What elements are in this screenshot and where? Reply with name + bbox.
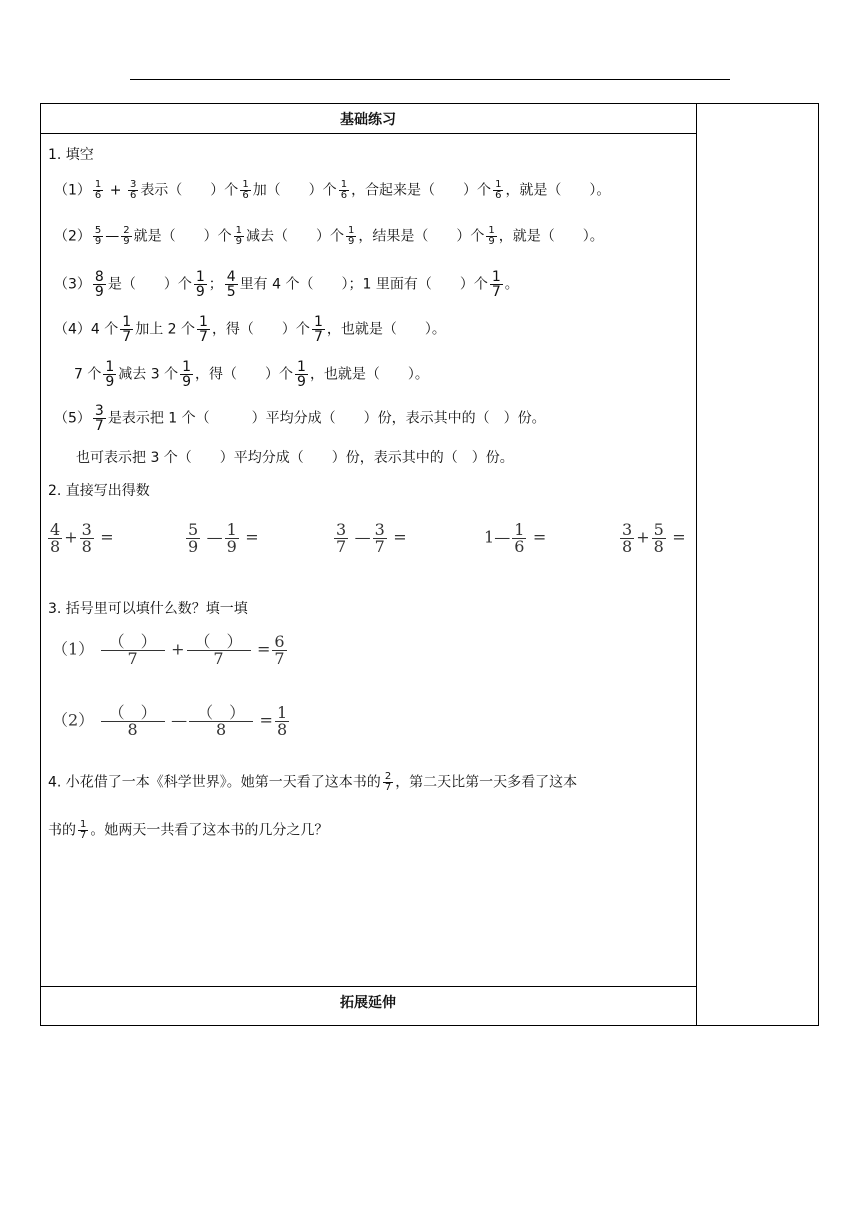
item-number: （3） xyxy=(54,276,91,293)
item-number: （4） xyxy=(54,321,91,338)
fraction: $\frac{3}{7}$ xyxy=(94,403,104,434)
text: 里有 4 个（ ）；1 里面有（ ）个 xyxy=(239,276,488,293)
text: 书的 xyxy=(48,822,76,839)
plus-sign: + xyxy=(64,527,78,547)
q2-expr-4 xyxy=(484,522,546,555)
text: 表示（ ）个 xyxy=(140,182,239,199)
fraction: $\frac{1}{7}$ xyxy=(491,269,501,300)
fraction: $\frac{1}{9}$ xyxy=(195,269,205,300)
item-number: （2） xyxy=(54,228,91,245)
plus-sign: + xyxy=(636,527,650,547)
text: ，就是（ ）。 xyxy=(498,228,604,245)
plus-sign: + xyxy=(171,639,185,659)
equals-sign: = xyxy=(100,527,114,547)
fraction: $\frac{2}{9}$ xyxy=(123,225,130,247)
fraction: $\frac{5}{8}$ xyxy=(653,520,664,556)
text: ，也就是（ ）。 xyxy=(309,366,429,383)
plus-sign: + xyxy=(109,182,122,199)
fraction: $\frac{6}{7}$ xyxy=(274,632,285,668)
minus-sign: — xyxy=(171,710,188,730)
fraction: $\frac{1}{9}$ xyxy=(182,359,192,390)
text: ，得（ ）个 xyxy=(211,321,310,338)
text: 4. 小花借了一本《科学世界》。她第一天看了这本书的 xyxy=(48,774,381,791)
item-number: （1） xyxy=(54,182,91,199)
fraction: $\frac{1}{9}$ xyxy=(235,225,243,247)
minus-sign: — xyxy=(105,228,120,245)
table-row-divider xyxy=(40,986,696,987)
fraction: $\frac{4}{8}$ xyxy=(50,520,61,556)
fraction: $\frac{1}{8}$ xyxy=(276,703,288,739)
text: ； xyxy=(208,276,223,293)
top-rule xyxy=(130,79,730,80)
section-title-basic: 基础练习 xyxy=(340,112,396,128)
q1-line-4 xyxy=(54,315,446,344)
fraction: $\frac{8}{9}$ xyxy=(94,269,104,300)
equals-sign: = xyxy=(393,527,407,547)
q4-line-2 xyxy=(48,820,328,841)
fraction: $\frac{1}{6}$ xyxy=(495,179,502,201)
q2-expr-2 xyxy=(184,522,259,555)
item-number: （2） xyxy=(52,710,95,730)
text: ，就是（ ）。 xyxy=(505,182,611,199)
fraction: $\frac{1}{9}$ xyxy=(105,359,115,390)
fraction: $\frac{3}{8}$ xyxy=(622,520,633,556)
fraction: $\frac{1}{7}$ xyxy=(313,314,323,345)
q1-line-1 xyxy=(54,180,610,201)
fraction: $\frac{3}{6}$ xyxy=(129,179,137,201)
equals-sign: = xyxy=(245,527,259,547)
q4-line-1 xyxy=(48,772,577,793)
text: 减去 3 个 xyxy=(118,366,179,383)
fraction: $\frac{3}{7}$ xyxy=(374,520,385,556)
table-row-divider xyxy=(40,133,696,134)
item-number: （5） xyxy=(54,410,91,427)
q1-line-2 xyxy=(54,226,604,247)
text: ，第二天比第一天多看了这本 xyxy=(395,774,578,791)
fraction: $\frac{1}{7}$ xyxy=(80,819,87,841)
table-column-divider xyxy=(696,103,697,1026)
text: ，也就是（ ）。 xyxy=(326,321,446,338)
text: 。她两天一共看了这本书的几分之几？ xyxy=(90,822,329,839)
q1-title: 1. 填空 xyxy=(48,147,94,163)
q1-line-5 xyxy=(74,360,429,389)
text: 是表示把 1 个（ ）平均分成（ ）份，表示其中的（ ）份。 xyxy=(107,410,546,427)
fraction: $\frac{1}{9}$ xyxy=(488,225,495,247)
q3-row-1 xyxy=(52,634,289,667)
section-title-extension: 拓展延伸 xyxy=(340,995,396,1011)
equals-sign: = xyxy=(532,527,547,547)
fraction-blank: $\frac{( )}{7}$ xyxy=(101,634,165,667)
minus-sign: — xyxy=(494,527,511,547)
fraction-blank: $\frac{( )}{7}$ xyxy=(187,634,251,667)
fraction: $\frac{1}{9}$ xyxy=(297,359,306,390)
fraction: $\frac{1}{9}$ xyxy=(226,520,237,556)
text: ，合起来是（ ）个 xyxy=(351,182,492,199)
fraction: $\frac{1}{6}$ xyxy=(242,179,249,201)
fraction: $\frac{2}{7}$ xyxy=(384,771,392,793)
text: ，结果是（ ）个 xyxy=(358,228,485,245)
fraction: $\frac{3}{7}$ xyxy=(336,520,347,556)
fraction: $\frac{1}{6}$ xyxy=(514,520,525,556)
fraction: $\frac{1}{7}$ xyxy=(199,314,208,345)
text: 加（ ）个 xyxy=(252,182,337,199)
minus-sign: — xyxy=(206,527,223,547)
text: 就是（ ）个 xyxy=(133,228,232,245)
q3-row-2 xyxy=(52,705,291,738)
minus-sign: — xyxy=(354,527,371,547)
q1-line-7: 也可表示把 3 个（ ）平均分成（ ）份，表示其中的（ ）份。 xyxy=(76,450,514,466)
fraction: $\frac{1}{7}$ xyxy=(122,314,132,345)
equals-sign: = xyxy=(259,710,273,730)
text: 7 个 xyxy=(74,366,102,383)
text: 是（ ）个 xyxy=(107,276,192,293)
q2-expr-3 xyxy=(332,522,407,555)
equals-sign: = xyxy=(256,639,271,659)
text: 。 xyxy=(504,276,519,293)
fraction: $\frac{5}{9}$ xyxy=(188,520,199,556)
fraction: $\frac{3}{8}$ xyxy=(81,520,92,556)
fraction: $\frac{4}{5}$ xyxy=(226,269,236,300)
text: 减去（ ）个 xyxy=(246,228,345,245)
text: 4 个 xyxy=(90,321,119,338)
fraction-blank: $\frac{( )}{8}$ xyxy=(101,705,165,738)
q2-expr-5 xyxy=(618,522,686,555)
text: ，得（ ）个 xyxy=(195,366,294,383)
fraction: $\frac{1}{9}$ xyxy=(348,225,355,247)
equals-sign: = xyxy=(672,527,686,547)
q3-title: 3. 括号里可以填什么数？填一填 xyxy=(48,601,248,617)
fraction: $\frac{1}{6}$ xyxy=(340,179,348,201)
q2-title: 2. 直接写出得数 xyxy=(48,483,150,499)
item-number: （1） xyxy=(52,639,95,659)
q1-line-3 xyxy=(54,270,519,299)
text: 加上 2 个 xyxy=(135,321,196,338)
fraction-blank: $\frac{( )}{8}$ xyxy=(189,705,253,738)
fraction: $\frac{1}{6}$ xyxy=(94,179,102,201)
fraction: $\frac{5}{9}$ xyxy=(94,225,102,247)
q2-expr-1 xyxy=(46,522,114,555)
q1-line-6 xyxy=(54,404,546,433)
whole-number: 1 xyxy=(484,527,495,547)
